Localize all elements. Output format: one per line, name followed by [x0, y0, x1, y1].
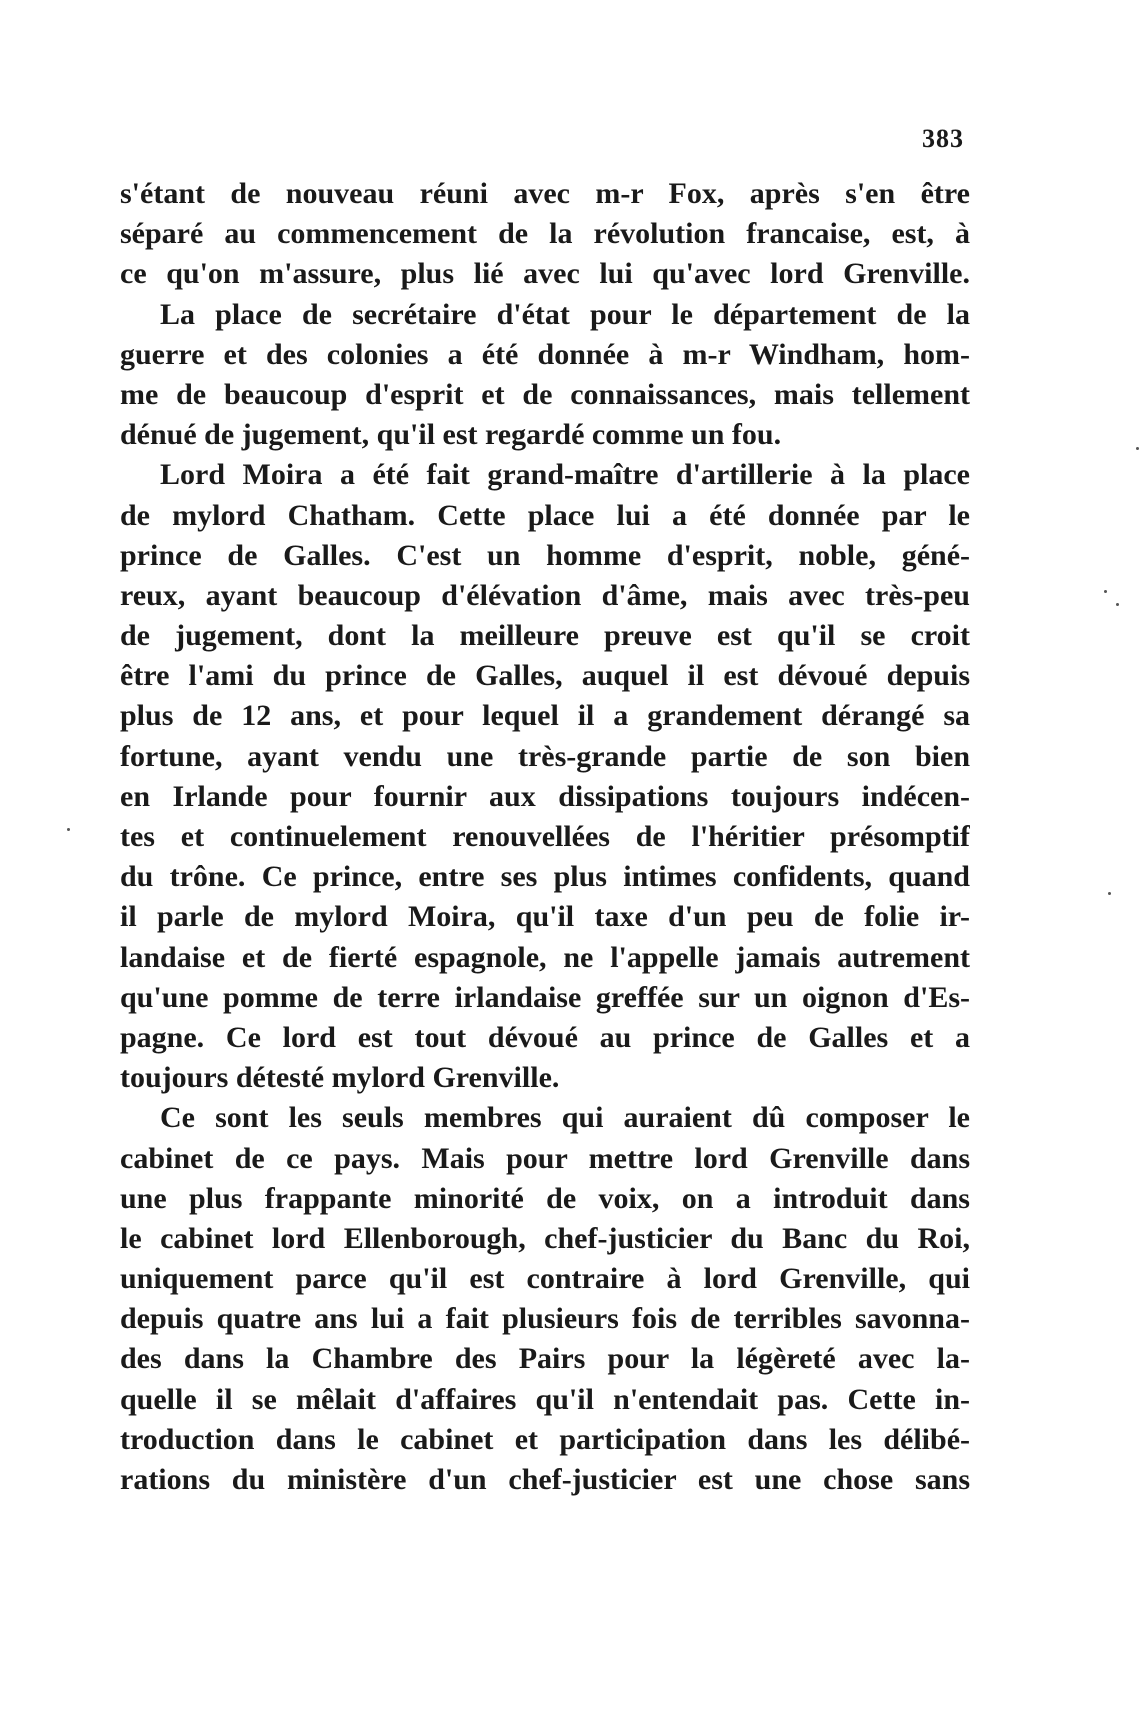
text-line: me de beaucoup d'esprit et de connaissances, mais tellement	[120, 377, 970, 411]
text-line: fortune, ayant vendu une très-grande partie de son bien	[120, 739, 970, 773]
scan-speck	[67, 828, 70, 831]
text-line: dénué de jugement, qu'il est regardé comme un fou.	[120, 418, 782, 452]
text-line: troduction dans le cabinet et participation dans les délibé-	[120, 1422, 970, 1456]
text-line: le cabinet lord Ellenborough, chef-justicier du Banc du Roi,	[120, 1221, 970, 1255]
text-line: depuis quatre ans lui a fait plusieurs fois de terribles savonna-	[120, 1302, 970, 1336]
text-line: il parle de mylord Moira, qu'il taxe d'un peu de folie ir-	[120, 900, 970, 934]
text-line: une plus frappante minorité de voix, on a introduit dans	[120, 1181, 970, 1215]
text-line: uniquement parce qu'il est contraire à lord Grenville, qui	[120, 1262, 970, 1296]
text-line: pagne. Ce lord est tout dévoué au prince de Galles et a	[120, 1020, 970, 1054]
scan-speck	[1108, 892, 1111, 895]
text-line: de mylord Chatham. Cette place lui a été donnée par le	[120, 498, 970, 532]
text-line: cabinet de ce pays. Mais pour mettre lord Grenville dans	[120, 1141, 970, 1175]
text-line: de jugement, dont la meilleure preuve est qu'il se croit	[120, 619, 970, 653]
text-line: séparé au commencement de la révolution francaise, est, à	[120, 217, 970, 251]
text-line: qu'une pomme de terre irlandaise greffée sur un oignon d'Es-	[120, 980, 970, 1014]
text-line: s'étant de nouveau réuni avec m-r Fox, après s'en être	[120, 177, 970, 210]
scan-speck	[1116, 603, 1119, 606]
scan-speck	[1136, 447, 1139, 450]
body-text	[120, 174, 970, 1500]
text-line: toujours détesté mylord Grenville.	[120, 1061, 560, 1095]
text-line: du trône. Ce prince, entre ses plus intimes confidents, quand	[120, 860, 970, 894]
text-line: ce qu'on m'assure, plus lié avec lui qu'avec lord Grenville.	[120, 257, 970, 291]
text-line: reux, ayant beaucoup d'élévation d'âme, mais avec très-peu	[120, 578, 970, 612]
text-line: être l'ami du prince de Galles, auquel il est dévoué depuis	[120, 659, 970, 693]
text-line: plus de 12 ans, et pour lequel il a grandement dérangé sa	[120, 699, 970, 733]
text-line: prince de Galles. C'est un homme d'esprit, noble, géné-	[120, 538, 970, 572]
text-line: quelle il se mêlait d'affaires qu'il n'entendait pas. Cette in-	[120, 1382, 970, 1416]
text-line: Ce sont les seuls membres qui auraient dû composer le	[160, 1101, 970, 1135]
text-line: rations du ministère d'un chef-justicier est une chose sans	[120, 1463, 970, 1496]
text-line: en Irlande pour fournir aux dissipations toujours indécen-	[120, 779, 970, 813]
text-line: guerre et des colonies a été donnée à m-r Windham, hom-	[120, 337, 970, 371]
text-line: des dans la Chambre des Pairs pour la légèreté avec la-	[120, 1342, 970, 1376]
text-line: landaise et de fierté espagnole, ne l'appelle jamais autrement	[120, 940, 970, 974]
text-line: Lord Moira a été fait grand-maître d'artillerie à la place	[160, 458, 970, 492]
text-line: La place de secrétaire d'état pour le département de la	[160, 297, 970, 331]
scan-speck	[1104, 590, 1107, 593]
text-line: tes et continuelement renouvellées de l'héritier présomptif	[120, 820, 970, 853]
page-number: 383	[922, 124, 964, 153]
